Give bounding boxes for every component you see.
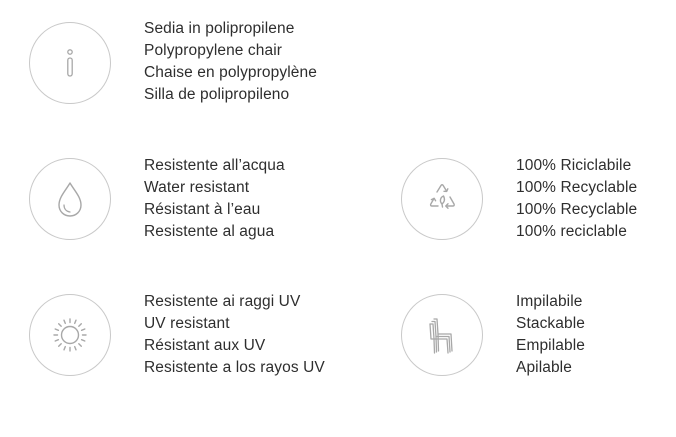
feature-line-en: UV resistant — [144, 315, 230, 332]
feature-line-it: Impilabile — [516, 293, 583, 310]
water-drop-icon-badge — [29, 158, 111, 240]
sun-icon-badge — [29, 294, 111, 376]
feature-line-it: Resistente all’acqua — [144, 157, 285, 174]
feature-line-it: Resistente ai raggi UV — [144, 293, 301, 310]
stacked-chairs-icon — [402, 295, 482, 375]
feature-line-fr: Chaise en polypropylène — [144, 64, 317, 81]
feature-line-en: Water resistant — [144, 179, 250, 196]
feature-line-it: 100% Riciclabile — [516, 157, 632, 174]
feature-line-es: Resistente al agua — [144, 223, 275, 240]
feature-material-text — [144, 18, 317, 106]
feature-line-fr: Résistant à l’eau — [144, 201, 261, 218]
feature-line-es: 100% reciclable — [516, 223, 627, 240]
feature-line-it: Sedia in polipropilene — [144, 20, 295, 37]
feature-water-text — [144, 155, 285, 243]
feature-uv-text — [144, 291, 325, 379]
stacked-chairs-icon-badge — [401, 294, 483, 376]
feature-line-fr: Empilable — [516, 337, 585, 354]
feature-line-es: Resistente a los rayos UV — [144, 359, 325, 376]
feature-line-fr: Résistant aux UV — [144, 337, 266, 354]
feature-line-en: Polypropylene chair — [144, 42, 283, 59]
info-icon-badge — [29, 22, 111, 104]
recycle-icon — [402, 159, 482, 239]
sun-icon — [30, 295, 110, 375]
water-drop-icon — [30, 159, 110, 239]
feature-line-es: Apilable — [516, 359, 572, 376]
feature-stackable-text — [516, 291, 585, 379]
feature-line-fr: 100% Recyclable — [516, 201, 638, 218]
info-icon — [30, 23, 110, 103]
feature-line-en: Stackable — [516, 315, 585, 332]
feature-recyclable-text — [516, 155, 637, 243]
feature-line-es: Silla de polipropileno — [144, 86, 290, 103]
feature-line-en: 100% Recyclable — [516, 179, 638, 196]
recycle-icon-badge — [401, 158, 483, 240]
